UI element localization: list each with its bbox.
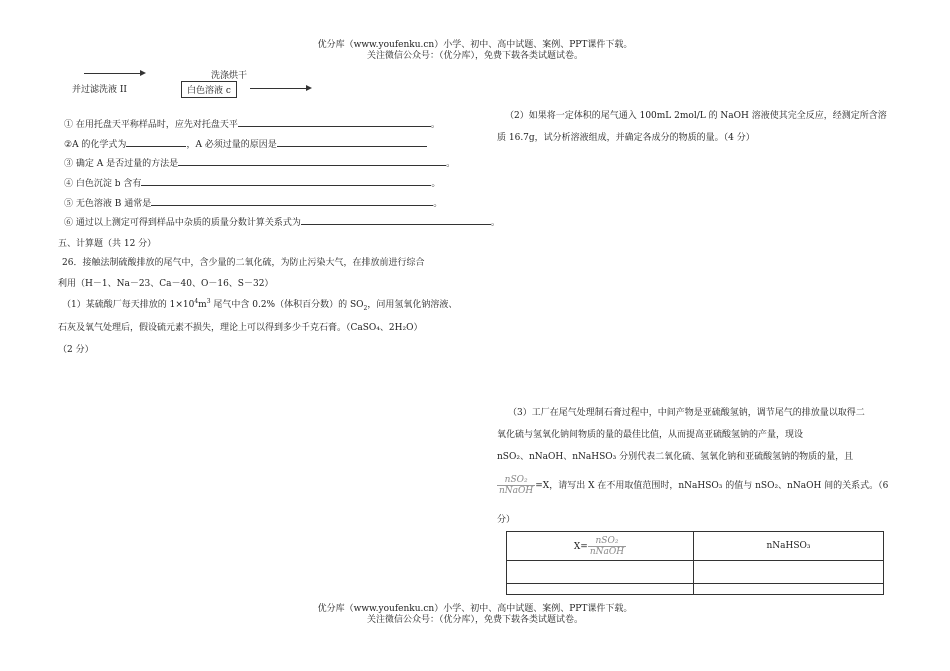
flow-arrow-1 bbox=[84, 73, 140, 74]
q26-part3-line3: nSO₂、nNaOH、nNaHSO₃ 分别代表二氧化硫、氢氧化钠和亚硫酸氢钠的物质的量，且 bbox=[497, 452, 854, 462]
table-row bbox=[507, 584, 884, 595]
answer-blank-1[interactable] bbox=[238, 117, 431, 127]
table-cell-empty[interactable] bbox=[507, 584, 694, 595]
q26-part3-line4: $\frac{\text{nSO₂}}{\text{nNaOH}}$ =X，请写出 X 在不用取值范围时，nNaHSO₃ 的值与 nSO₂、nNaOH 间的关系式。（6 bbox=[499, 475, 889, 496]
q26-part3-line5: 分） bbox=[497, 515, 516, 525]
fraction-x: $\frac{\text{nSO₂}}{\text{nNaOH}}$ bbox=[499, 475, 534, 496]
q26-part2-line1: （2）如果将一定体积的尾气通入 100mL 2mol/L 的 NaOH 溶液使其完全反应，经测定所含溶 bbox=[505, 111, 887, 121]
q26-line1: 26．接触法制硫酸排放的尾气中，含少量的二氧化硫，为防止污染大气，在排放前进行综合 bbox=[62, 258, 425, 268]
table-cell-empty[interactable] bbox=[507, 561, 694, 584]
q26-part2-line2: 质 16.7g，试分析溶液组成，并确定各成分的物质的量。（4 分） bbox=[497, 133, 755, 143]
answer-blank-4[interactable] bbox=[141, 176, 431, 186]
flow-box-white-solution: 白色溶液 c bbox=[181, 81, 237, 98]
table-row bbox=[507, 532, 884, 561]
question-1: ① 在用托盘天平称样品时，应先对托盘天平 。 bbox=[64, 117, 440, 130]
table-row bbox=[507, 561, 884, 584]
table-header-nahso3: nNaHSO₃ bbox=[694, 532, 884, 561]
flow-label-top: 洗涤烘干 bbox=[211, 71, 248, 81]
answer-blank-3[interactable] bbox=[178, 156, 446, 166]
table-cell-empty[interactable] bbox=[694, 584, 884, 595]
q26-part1-line3: （2 分） bbox=[58, 345, 94, 355]
page-header-line1: 优分库（www.youfenku.cn）小学、初中、高中试题、案例、PPT课件下载。 bbox=[317, 40, 633, 50]
answer-blank-2b[interactable] bbox=[277, 137, 427, 147]
section-title-calculation: 五、计算题（共 12 分） bbox=[58, 239, 157, 249]
question-6: ⑥ 通过以上测定可得到样品中杂质的质量分数计算关系式为 。 bbox=[64, 215, 500, 228]
fraction-x-table: $\frac{\text{nSO₂}}{\text{nNaOH}}$ bbox=[589, 535, 625, 557]
flow-label-left: 并过滤洗液 II bbox=[72, 85, 127, 95]
q26-part1-line1: （1）某硫酸厂每天排放的 $1\times 10^4m^3$ 尾气中含 0.2%（体积百分数）的 $SO_2$，问用氢氧化钠溶液、 bbox=[62, 298, 458, 312]
flow-arrow-2-head bbox=[306, 85, 312, 91]
q26-part3-line1: （3）工厂在尾气处理制石膏过程中，中间产物是亚硫酸氢钠，调节尾气的排放量以取得二 bbox=[508, 408, 865, 418]
page-footer-line2: 关注微信公众号：（优分库），免费下载各类试题试卷。 bbox=[366, 615, 583, 625]
answer-blank-6[interactable] bbox=[301, 215, 491, 225]
table-header-x: X= $\frac{\text{nSO₂}}{\text{nNaOH}}$ bbox=[507, 532, 694, 561]
question-2: ②A 的化学式为 ，A 必须过量的原因是 bbox=[64, 137, 427, 150]
question-4: ④ 白色沉淀 b 含有 。 bbox=[64, 176, 440, 189]
question-3: ③ 确定 A 是否过量的方法是 。 bbox=[64, 156, 455, 169]
question-5: ⑤ 无色溶液 B 通常是 。 bbox=[64, 196, 442, 209]
answer-blank-2a[interactable] bbox=[126, 137, 186, 147]
page-header-line2: 关注微信公众号：（优分库），免费下载各类试题试卷。 bbox=[366, 51, 583, 61]
answer-table bbox=[506, 531, 884, 595]
q26-part3-line2: 氧化硫与氢氧化钠间物质的量的最佳比值，从而提高亚硫酸氢钠的产量，现设 bbox=[497, 430, 804, 440]
q26-part1-line2: 石灰及氧气处理后，假设硫元素不损失，理论上可以得到多少千克石膏。（CaSO₄、2H₂O） bbox=[58, 323, 423, 333]
flow-arrow-1-head bbox=[140, 70, 146, 76]
answer-blank-5[interactable] bbox=[151, 196, 433, 206]
q26-line2: 利用（H－1、Na－23、Ca－40、O－16、S－32） bbox=[58, 279, 274, 289]
page-footer-line1: 优分库（www.youfenku.cn）小学、初中、高中试题、案例、PPT课件下载。 bbox=[317, 604, 633, 614]
table-cell-empty[interactable] bbox=[694, 561, 884, 584]
flow-arrow-2 bbox=[250, 88, 306, 89]
